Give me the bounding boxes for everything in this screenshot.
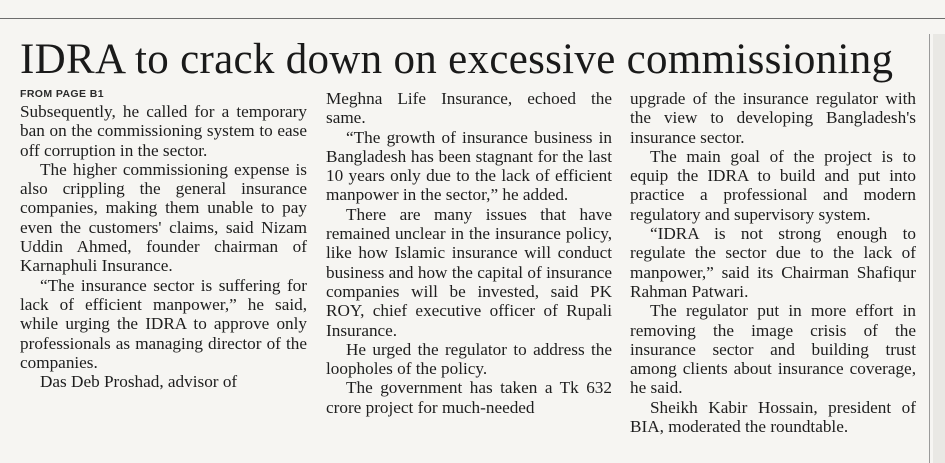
article-paragraph: Subsequently, he called for a temporary ban on the commissioning system to ease off corruption in the sector. — [20, 102, 307, 160]
article-paragraph: The government has taken a Tk 632 crore project for much-needed — [326, 378, 612, 417]
article-paragraph: He urged the regulator to address the loopholes of the policy. — [326, 339, 612, 379]
article-paragraph: “The growth of insurance business in Bangladesh has been stagnant for the last 10 years only due to the lack of efficient manpower in the sector,” he added. — [326, 127, 612, 205]
right-column-rule — [929, 34, 930, 463]
adjacent-column-edge — [933, 34, 945, 463]
top-divider-rule — [0, 18, 945, 19]
article-column-2 — [326, 89, 612, 417]
article-paragraph: Meghna Life Insurance, echoed the same. — [326, 89, 612, 128]
article-paragraph: upgrade of the insurance regulator with the view to developing Bangladesh's insurance sector. — [630, 89, 916, 147]
article-paragraph: The main goal of the project is to equip the IDRA to build and put into practice a professional and modern regulatory and supervisory system. — [630, 146, 916, 224]
article-paragraph: “IDRA is not strong enough to regulate the sector due to the lack of manpower,” said its Chairman Shafiqur Rahman Patwari. — [630, 224, 916, 301]
article-column-1 — [20, 88, 307, 391]
article-headline: IDRA to crack down on excessive commissioning — [20, 36, 894, 83]
article-paragraph: There are many issues that have remained unclear in the insurance policy, like how Islamic insurance will conduct business and how the capital of insurance companies will be invested, said PK ROY, chief executive officer of Rupali Insurance. — [326, 204, 612, 340]
article-paragraph: Sheikh Kabir Hossain, president of BIA, moderated the roundtable. — [630, 397, 916, 437]
article-paragraph: The regulator put in more effort in removing the image crisis of the insurance sector and building trust among clients about insurance coverage, he said. — [630, 301, 916, 398]
article-column-3 — [630, 89, 916, 436]
article-paragraph: “The insurance sector is suffering for lack of efficient manpower,” he said, while urging the IDRA to approve only professionals as managing director of the companies. — [20, 275, 307, 372]
continued-from-label: FROM PAGE B1 — [20, 88, 104, 100]
article-paragraph: The higher commissioning expense is also crippling the general insurance companies, making them unable to pay even the customers' claims, said Nizam Uddin Ahmed, founder chairman of Karnaphuli Insurance. — [20, 159, 307, 276]
article-paragraph: Das Deb Proshad, advisor of — [40, 372, 238, 392]
